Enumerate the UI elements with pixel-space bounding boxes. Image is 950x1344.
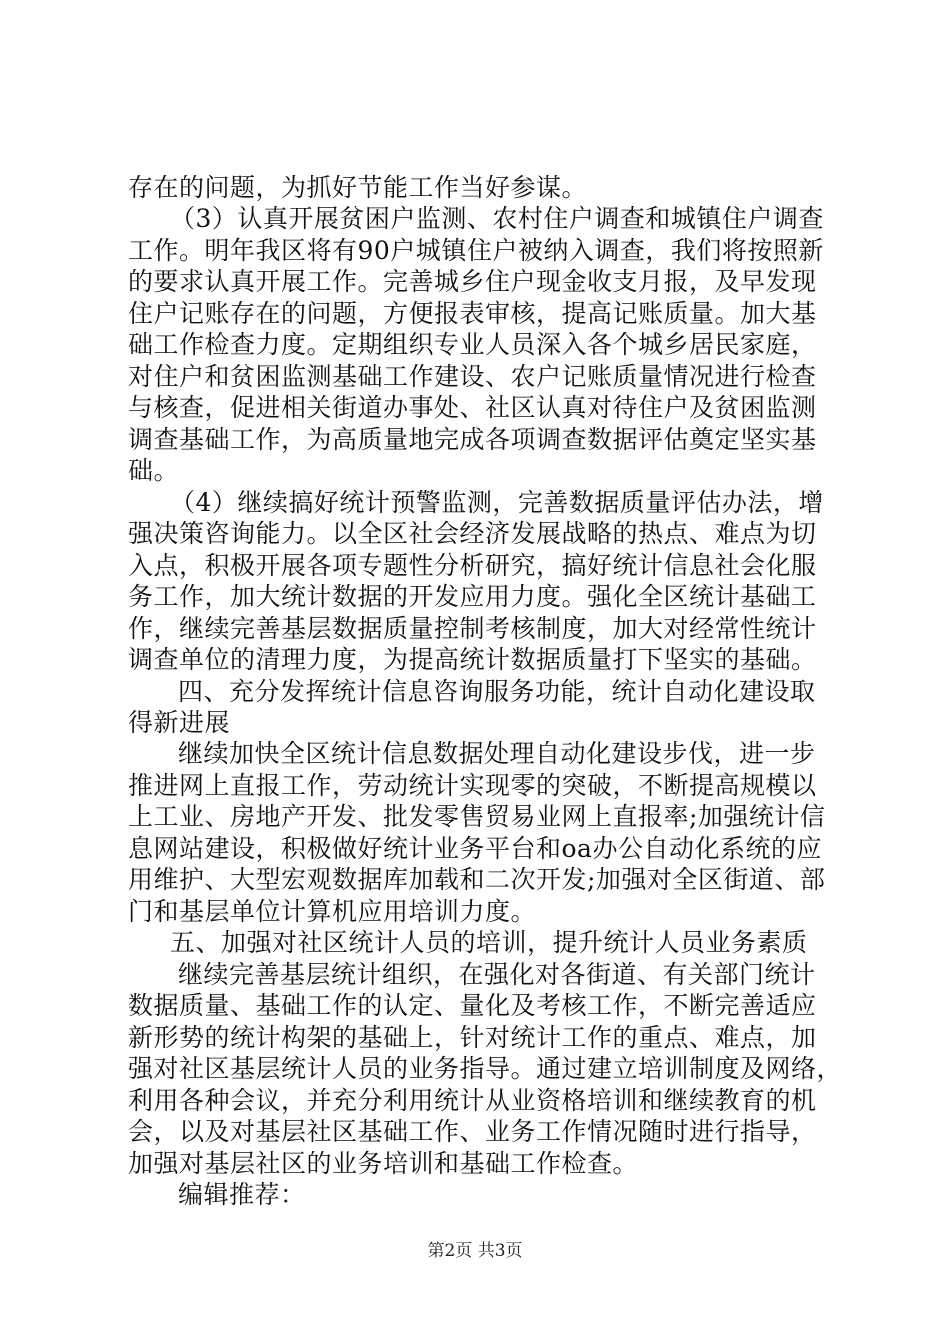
section-heading: 四、充分发挥统计信息咨询服务功能，统计自动化建设取 <box>178 677 816 706</box>
text-line: 与核查，促进相关街道办事处、社区认真对待住户及贫困监测 <box>128 393 817 422</box>
text-line: 的要求认真开展工作。完善城乡住户现金收支月报，及早发现 <box>128 267 817 296</box>
text-line: （3）认真开展贫困户监测、农村住户调查和城镇住户调查 <box>170 204 824 233</box>
text-line: 推进网上直报工作，劳动统计实现零的突破，不断提高规模以 <box>128 771 817 800</box>
text-line: 入点，积极开展各项专题性分析研究，搞好统计信息社会化服 <box>128 551 817 580</box>
section-heading: 得新进展 <box>128 708 231 737</box>
section-heading: 五、加强对社区统计人员的培训，提升统计人员业务素质 <box>170 928 808 957</box>
text-line: 利用各种会议，并充分利用统计从业资格培训和继续教育的机 <box>128 1086 817 1115</box>
text-line: 数据质量、基础工作的认定、量化及考核工作，不断完善适应 <box>128 991 817 1020</box>
text-line: 住户记账存在的问题，方便报表审核，提高记账质量。加大基 <box>128 299 817 328</box>
text-line: 新形势的统计构架的基础上，针对统计工作的重点、难点，加 <box>128 1023 817 1052</box>
text-line: 门和基层单位计算机应用培训力度。 <box>128 897 537 926</box>
text-line: 调查基础工作，为高质量地完成各项调查数据评估奠定坚实基 <box>128 425 817 454</box>
editor-recommendation-label: 编辑推荐： <box>178 1180 306 1209</box>
text-line: 础工作检查力度。定期组织专业人员深入各个城乡居民家庭， <box>128 330 817 359</box>
page-number-footer: 第2页 共3页 <box>427 1241 523 1261</box>
text-line: 强决策咨询能力。以全区社会经济发展战略的热点、难点为切 <box>128 519 817 548</box>
text-line: 础。 <box>128 456 180 485</box>
text-line: 调查单位的清理力度，为提高统计数据质量打下坚实的基础。 <box>128 645 817 674</box>
text-line: 用维护、大型宏观数据库加载和二次开发;加强对全区街道、部 <box>128 865 826 894</box>
text-line: 息网站建设，积极做好统计业务平台和oa办公自动化系统的应 <box>128 834 822 863</box>
text-line: （4）继续搞好统计预警监测，完善数据质量评估办法，增 <box>170 488 824 517</box>
text-line: 继续完善基层统计组织，在强化对各街道、有关部门统计 <box>178 960 816 989</box>
text-line: 对住户和贫困监测基础工作建设、农户记账质量情况进行检查 <box>128 362 817 391</box>
text-line: 作，继续完善基层数据质量控制考核制度，加大对经常性统计 <box>128 614 817 643</box>
text-line: 继续加快全区统计信息数据处理自动化建设步伐，进一步 <box>178 739 816 768</box>
text-line: 上工业、房地产开发、批发零售贸易业网上直报率;加强统计信 <box>128 802 826 831</box>
text-line: 存在的问题，为抓好节能工作当好参谋。 <box>128 173 588 202</box>
text-line: 工作。明年我区将有90户城镇住户被纳入调查，我们将按照新 <box>128 236 824 265</box>
text-line: 强对社区基层统计人员的业务指导。通过建立培训制度及网络， <box>128 1054 843 1083</box>
text-line: 务工作，加大统计数据的开发应用力度。强化全区统计基础工 <box>128 582 817 611</box>
text-line: 会，以及对基层社区基础工作、业务工作情况随时进行指导， <box>128 1117 817 1146</box>
text-line: 加强对基层社区的业务培训和基础工作检查。 <box>128 1149 639 1178</box>
